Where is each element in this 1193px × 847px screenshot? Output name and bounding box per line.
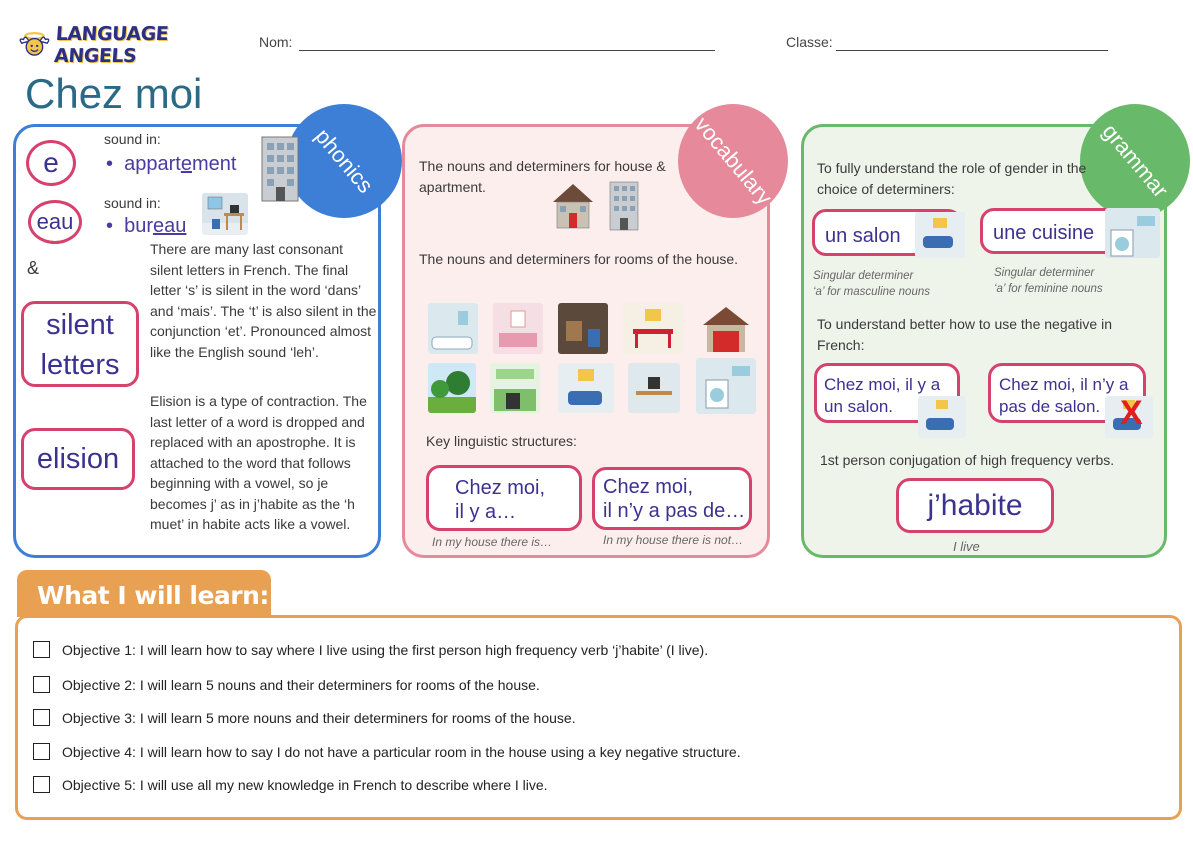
page-title: Chez moi bbox=[25, 70, 203, 117]
caption-feminine: Singular determiner ‘a’ for feminine nouns bbox=[994, 267, 1103, 295]
une-cuisine-box: une cuisine bbox=[980, 208, 1130, 254]
un-salon-box: un salon bbox=[812, 209, 962, 256]
nom-label: Nom: bbox=[259, 34, 293, 50]
objective-3-text: Objective 3: I will learn 5 more nouns and their determiners for rooms of the house. bbox=[62, 709, 576, 726]
objective-2-checkbox[interactable] bbox=[33, 676, 50, 693]
grammar-text-3: 1st person conjugation of high frequency verbs. bbox=[820, 452, 1115, 468]
bathroom-image bbox=[428, 303, 478, 354]
objective-row-3 bbox=[33, 709, 576, 726]
jhabite-box: j’habite bbox=[896, 478, 1054, 533]
red-cross-icon: X bbox=[1120, 394, 1143, 432]
caption-i-live: I live bbox=[953, 539, 980, 554]
objective-4-text: Objective 4: I will learn how to say I do not have a particular room in the house using a key negative structure. bbox=[62, 743, 741, 760]
grammar-text-2: To understand better how to use the negative in French: bbox=[817, 316, 1112, 353]
cuisine-image bbox=[1105, 208, 1160, 258]
kitchen-image bbox=[490, 363, 540, 413]
phonics-e-circle: e bbox=[26, 140, 76, 186]
logo-text: LANGUAGE ANGELS bbox=[53, 23, 169, 67]
garage-image bbox=[701, 305, 751, 354]
apartment-image bbox=[608, 180, 640, 232]
living-room-image bbox=[558, 363, 614, 413]
objective-1-text: Objective 1: I will learn how to say where I live using the first person high frequency verb ‘j’habite’ (I live). bbox=[62, 641, 709, 658]
dining-room-image bbox=[623, 303, 683, 354]
caption-masculine: Singular determiner ‘a’ for masculine nouns bbox=[813, 270, 930, 298]
phonics-word-appartement: • appartement bbox=[106, 153, 237, 175]
silent-letters-text: There are many last consonant silent letters in French. The final letter ‘s’ is silent in the word ‘dans’ and ‘mais’. The ‘t’ is also silent in the conjunction ‘et’. Pronounced almost like the English sound ‘leh’. bbox=[150, 241, 377, 360]
positive-sentence-box: Chez moi, il y a un salon. bbox=[814, 363, 960, 423]
caption-there-is: In my house there is… bbox=[432, 535, 553, 549]
grammar-text-1: To fully understand the role of gender in the choice of determiners: bbox=[817, 160, 1087, 197]
il-y-a-box: Chez moi, il y a… bbox=[426, 465, 582, 531]
language-angels-logo bbox=[18, 23, 238, 67]
negative-sentence-box: Chez moi, il n’y a pas de salon. bbox=[988, 363, 1146, 423]
salon-image-2 bbox=[918, 396, 966, 438]
vocabulary-tag: vocabulary bbox=[678, 104, 788, 218]
phonics-word-bureau: • bureau bbox=[106, 215, 187, 237]
objective-row-4 bbox=[33, 743, 741, 760]
objective-4-checkbox[interactable] bbox=[33, 743, 50, 760]
bedroom-image bbox=[493, 303, 543, 354]
objective-2-text: Objective 2: I will learn 5 nouns and their determiners for rooms of the house. bbox=[62, 676, 540, 693]
phonics-tag: phonics bbox=[286, 104, 402, 218]
what-i-will-learn-heading: What I will learn: bbox=[17, 570, 271, 617]
caption-there-is-not: In my house there is not… bbox=[603, 533, 744, 547]
sound-in-label-2: sound in: bbox=[104, 195, 161, 211]
silent-letters-box: silent letters bbox=[21, 301, 139, 387]
objective-5-checkbox[interactable] bbox=[33, 776, 50, 793]
elision-box: elision bbox=[21, 428, 135, 490]
objective-row-1 bbox=[33, 641, 708, 658]
objective-1-checkbox[interactable] bbox=[33, 641, 50, 658]
vocab-text-1: The nouns and determiners for house & apartment. bbox=[419, 158, 666, 195]
objective-row-2 bbox=[33, 676, 540, 693]
house-image bbox=[551, 182, 595, 230]
bureau-image bbox=[202, 193, 248, 235]
objective-3-checkbox[interactable] bbox=[33, 709, 50, 726]
key-structures-label: Key linguistic structures: bbox=[426, 433, 577, 449]
salon-image-1 bbox=[915, 212, 965, 258]
grammar-tag: grammar bbox=[1080, 104, 1190, 218]
laundry-image bbox=[696, 358, 756, 414]
objective-5-text: Objective 5: I will use all my new knowledge in French to describe where I live. bbox=[62, 776, 548, 793]
nom-field[interactable] bbox=[299, 50, 715, 51]
classe-label: Classe: bbox=[786, 34, 833, 50]
classe-field[interactable] bbox=[836, 50, 1108, 51]
elision-text: Elision is a type of contraction. The last letter of a word is dropped and replaced with an apostrophe. It is attached to the word that follows beginning with a vowel, so je becomes j’ as in j’habite as the ‘h muet’ in habite acts like a vowel. bbox=[150, 393, 367, 532]
attic-image bbox=[558, 303, 608, 354]
office-image bbox=[628, 363, 680, 413]
ampersand: & bbox=[27, 258, 40, 278]
garden-image bbox=[428, 363, 476, 413]
apartment-building-image bbox=[258, 133, 302, 203]
sound-in-label-1: sound in: bbox=[104, 131, 161, 147]
phonics-eau-circle: eau bbox=[28, 200, 82, 244]
vocab-text-2: The nouns and determiners for rooms of the house. bbox=[419, 251, 739, 267]
objective-row-5 bbox=[33, 776, 548, 793]
angel-mascot-icon bbox=[18, 29, 51, 61]
il-ny-a-pas-de-box: Chez moi, il n’y a pas de… bbox=[592, 467, 752, 530]
